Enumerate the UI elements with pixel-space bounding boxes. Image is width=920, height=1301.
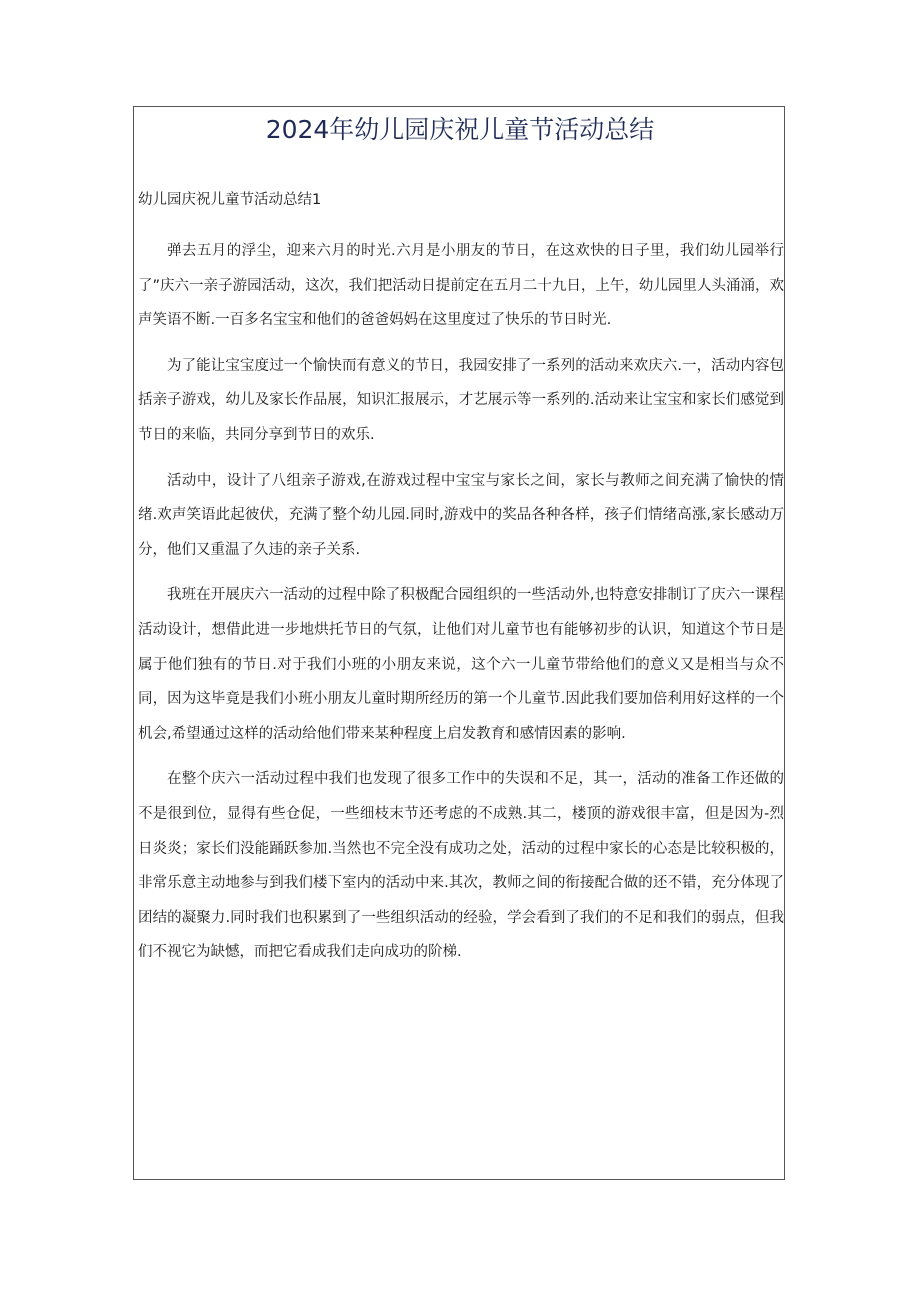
paragraph-5: 在整个庆六一活动过程中我们也发现了很多工作中的失误和不足，其一，活动的准备工作还做的不是很到位，显得有些仓促，一些细枝末节还考虑的不成熟.其二，楼顶的游戏很丰富，但是因为-烈日炎炎；家长们没能踊跃参加.当然也不完全没有成功之处，活动的过程中家长的心态是比较积极的，非常乐意主动地参与到我们楼下室内的活动中来.其次，教师之间的衔接配合做的还不错，充分体现了团结的凝聚力.同时我们也积累到了一些组织活动的经验，学会看到了我们的不足和我们的弱点，但我们不视它为缺憾，而把它看成我们走向成功的阶梯. <box>138 771 784 961</box>
paragraph-1: 弹去五月的浮尘，迎来六月的时光.六月是小朋友的节日，在这欢快的日子里，我们幼儿园举行了”庆六一亲子游园活动，这次，我们把活动日提前定在五月二十九日，上午，幼儿园里人头涌涌，欢声笑语不断.一百多名宝宝和他们的爸爸妈妈在这里度过了快乐的节日时光. <box>138 243 784 329</box>
paragraph-4: 我班在开展庆六一活动的过程中除了积极配合园组织的一些活动外,也特意安排制订了庆六一课程活动设计，想借此进一步地烘托节日的气氛，让他们对儿童节也有能够初步的认识，知道这个节日是属于他们独有的节日.对于我们小班的小朋友来说，这个六一儿童节带给他们的意义又是相当与众不同，因为这毕竟是我们小班小朋友儿童时期所经历的第一个儿童节.因此我们要加倍利用好这样的一个机会,希望通过这样的活动给他们带来某种程度上启发教育和感情因素的影响. <box>138 587 784 742</box>
paragraph-2: 为了能让宝宝度过一个愉快而有意义的节日，我园安排了一系列的活动来欢庆六.一，活动内容包括亲子游戏，幼儿及家长作品展，知识汇报展示，才艺展示等一系列的.活动来让宝宝和家长们感觉到节日的来临，共同分享到节日的欢乐. <box>138 357 784 443</box>
paragraph-3: 活动中，设计了八组亲子游戏,在游戏过程中宝宝与家长之间，家长与教师之间充满了愉快的情绪.欢声笑语此起彼伏，充满了整个幼儿园.同时,游戏中的奖品各种各样，孩子们情绪高涨,家长感动万分，他们又重温了久违的亲子关系. <box>138 472 784 558</box>
document-body <box>138 186 784 981</box>
document-title: 2024年幼儿园庆祝儿童节活动总结 <box>265 115 655 144</box>
section-heading: 幼儿园庆祝儿童节活动总结1 <box>138 192 322 208</box>
